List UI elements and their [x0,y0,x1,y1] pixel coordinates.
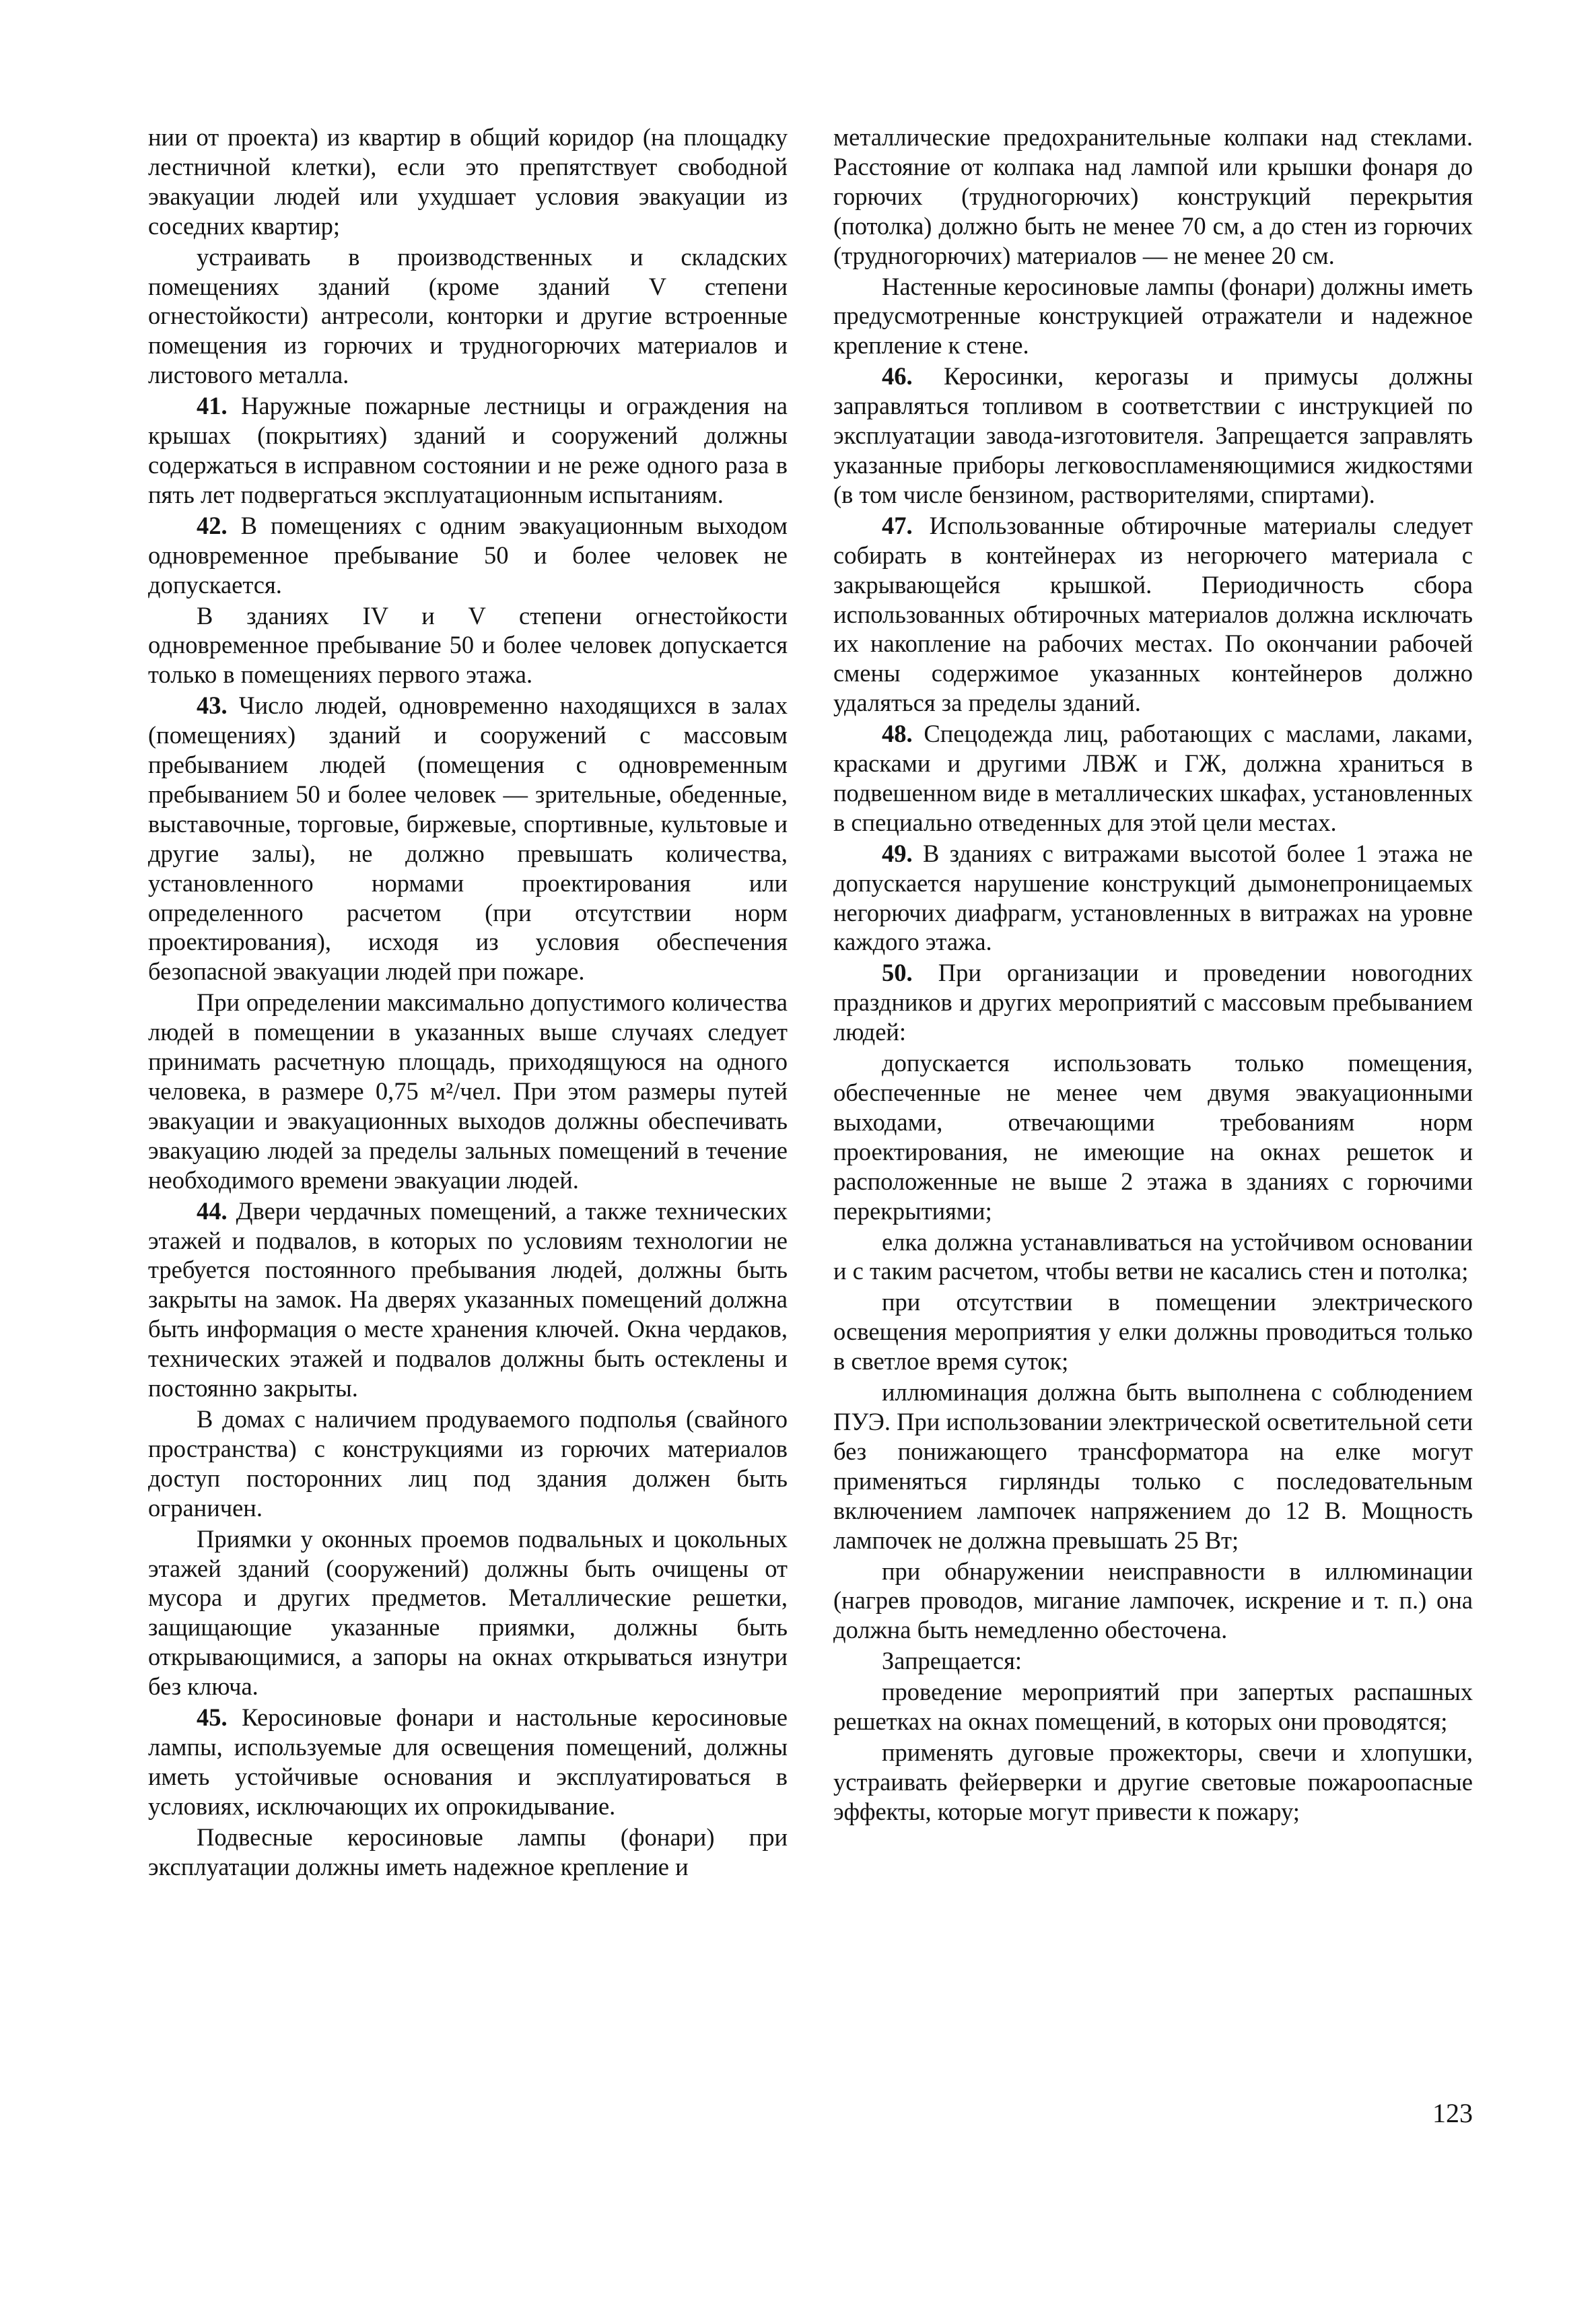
paragraph-text: При организации и проведении новогодних праздников и других мероприятий с массовым пребыванием людей: [833,959,1473,1046]
paragraph-text: применять дуговые прожекторы, свечи и хлопушки, устраивать фейерверки и другие световые пожароопасные эффекты, которые могут привести к пожару; [833,1738,1473,1825]
clause-number: 48. [882,720,913,748]
paragraph [833,511,1473,718]
paragraph [148,1196,788,1403]
paragraph-text: Наружные пожарные лестницы и ограждения на крышах (покрытиях) зданий и сооружений должны содержаться в исправном состоянии и не реже одного раза в пять лет подвергаться эксплуатационным испытаниям. [148,392,788,508]
clause-number: 47. [882,511,913,539]
paragraph [148,601,788,690]
left-text-column [148,123,788,1883]
paragraph [833,958,1473,1047]
paragraph [833,1287,1473,1376]
paragraph [833,272,1473,361]
paragraph [833,1738,1473,1827]
paragraph [833,1048,1473,1225]
clause-number: 42. [197,511,228,539]
paragraph [148,1703,788,1821]
paragraph [148,391,788,510]
paragraph-text: при отсутствии в помещении электрического освещения мероприятия у елки должны проводиться только в светлое время суток; [833,1288,1473,1376]
paragraph-text: Использованные обтирочные материалы следует собирать в контейнерах из негорючего материала с закрывающейся крышкой. Периодичность сбора использованных обтирочных материалов должна исключать их накопление на рабочих местах. По окончании рабочей смены содержимое указанных контейнеров должно удаляться за пределы зданий. [833,511,1473,717]
paragraph [148,1404,788,1523]
paragraph [833,1557,1473,1646]
paragraph-text: Настенные керосиновые лампы (фонари) должны иметь предусмотренные конструкцией отражатели и надежное крепление к стене. [833,272,1473,360]
right-text-column [833,123,1473,1828]
clause-number: 49. [882,839,913,867]
paragraph-text: Спецодежда лиц, работающих с маслами, лаками, красками и другими ЛВЖ и ГЖ, должна храниться в подвешенном виде в металлических шкафах, установленных в специально отведенных для этой цели местах. [833,720,1473,836]
paragraph [148,988,788,1194]
clause-number: 43. [197,691,228,720]
paragraph-text: В зданиях с витражами высотой более 1 этажа не допускается нарушение конструкций дымонепроницаемых негорючих диафрагм, установленных в витражах на уровне каждого этажа. [833,839,1473,956]
page-number: 123 [1432,2098,1473,2128]
clause-number: 45. [197,1703,228,1732]
paragraph-text: В домах с наличием продуваемого подполья (свайного пространства) с конструкциями из горючих материалов доступ посторонних лиц под здания должен быть ограничен. [148,1404,788,1522]
paragraph [148,123,788,241]
paragraph-text: устраивать в производственных и складских помещениях зданий (кроме зданий V степени огнестойкости) антресоли, конторки и другие встроенные помещения из горючих и трудногорючих материалов и листового металла. [148,242,788,389]
paragraph-text: В зданиях IV и V степени огнестойкости одновременное пребывание 50 и более человек допускается только в помещениях первого этажа. [148,601,788,689]
paragraph-text: иллюминация должна быть выполнена с соблюдением ПУЭ. При использовании электрической осветительной сети без понижающего трансформатора на елке могут применяться гирлянды только с последовательным включением лампочек напряжением до 12 В. Мощность лампочек не должна превышать 25 Вт; [833,1378,1473,1554]
paragraph [833,1646,1473,1676]
clause-number: 41. [197,392,228,420]
paragraph [148,1524,788,1701]
paragraph [833,362,1473,510]
paragraph [833,123,1473,271]
paragraph-text: В помещениях с одним эвакуационным выходом одновременное пребывание 50 и более человек не допускается. [148,511,788,599]
paragraph-text: допускается использовать только помещения, обеспеченные не менее чем двумя эвакуационными выходами, отвечающими требованиям норм проектирования, не имеющие на окнах решеток и расположенные не выше 2 этажа в зданиях с горючими перекрытиями; [833,1049,1473,1225]
paragraph-text: Керосинки, керогазы и примусы должны заправляться топливом в соответствии с инструкцией по эксплуатации завода-изготовителя. Запрещается заправлять указанные приборы легковоспламеняющимися жидкостями (в том числе бензином, растворителями, спиртами). [833,362,1473,508]
paragraph-text: При определении максимально допустимого количества людей в помещении в указанных выше случаях следует принимать расчетную площадь, приходящуюся на одного человека, в размере 0,75 м²/чел. При этом размеры путей эвакуации и эвакуационных выходов должны обеспечивать эвакуацию людей за пределы зальных помещений в течение необходимого времени эвакуации людей. [148,988,788,1194]
paragraph [148,691,788,986]
paragraph-text: при обнаружении неисправности в иллюминации (нагрев проводов, мигание лампочек, искрение и т. п.) она должна быть немедленно обесточена. [833,1557,1473,1644]
paragraph [833,1378,1473,1555]
clause-number: 46. [882,362,913,391]
paragraph-text: Подвесные керосиновые лампы (фонари) при эксплуатации должны иметь надежное крепление и [148,1823,788,1880]
paragraph-text: металлические предохранительные колпаки над стеклами. Расстояние от колпака над лампой или крышки фонаря до горючих (трудногорючих) конструкций перекрытия (потолка) должно быть не менее 70 см, а до стен из горючих (трудногорючих) материалов — не менее 20 см. [833,123,1473,269]
paragraph [148,511,788,600]
paragraph [148,242,788,391]
paragraph-text: Керосиновые фонари и настольные керосиновые лампы, используемые для освещения помещений, должны иметь устойчивые основания и эксплуатироваться в условиях, исключающих их опрокидывание. [148,1703,788,1820]
paragraph-text: Двери чердачных помещений, а также технических этажей и подвалов, в которых по условиям технологии не требуется постоянного пребывания людей, должны быть закрыты на замок. На дверях указанных помещений должна быть информация о месте хранения ключей. Окна чердаков, технических этажей и подвалов должны быть остеклены и постоянно закрыты. [148,1196,788,1402]
paragraph-text: елка должна устанавливаться на устойчивом основании и с таким расчетом, чтобы ветви не касались стен и потолка; [833,1227,1473,1285]
paragraph-text: проведение мероприятий при запертых распашных решетках на окнах помещений, в которых они проводятся; [833,1678,1473,1736]
paragraph [833,1677,1473,1736]
clause-number: 44. [197,1196,228,1225]
paragraph [833,719,1473,838]
paragraph [833,1227,1473,1287]
paragraph [148,1823,788,1882]
clause-number: 50. [882,959,913,987]
paragraph-text: Приямки у оконных проемов подвальных и цокольных этажей зданий (сооружений) должны быть очищены от мусора и других предметов. Металлические решетки, защищающие указанные приямки, должны быть открывающимися, а запоры на окнах открываться изнутри без ключа. [148,1524,788,1701]
paragraph-text: Число людей, одновременно находящихся в залах (помещениях) зданий и сооружений с массовым пребыванием людей (помещения с одновременным пребыванием 50 и более человек — зрительные, обеденные, выставочные, торговые, биржевые, спортивные, культовые и другие залы), не должно превышать количества, установленного нормами проектирования или определенного расчетом (при отсутствии норм проектирования), исходя из условия обеспечения безопасной эвакуации людей при пожаре. [148,691,788,986]
paragraph-text: нии от проекта) из квартир в общий коридор (на площадку лестничной клетки), если это препятствует свободной эвакуации людей или ухудшает условия эвакуации из соседних квартир; [148,123,788,240]
paragraph [833,839,1473,957]
paragraph-text: Запрещается: [882,1647,1022,1675]
